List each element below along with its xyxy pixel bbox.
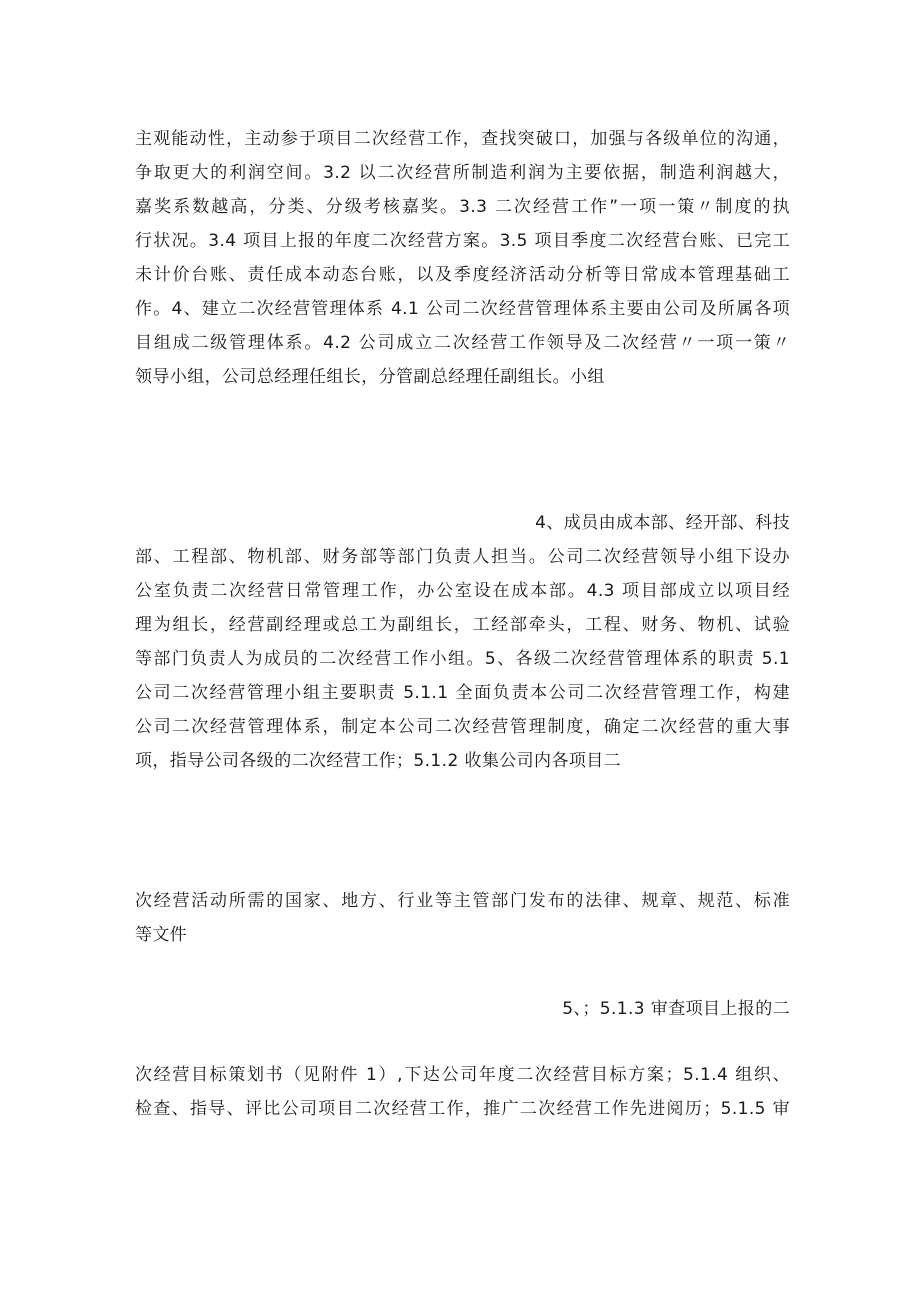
text-line: 公司二次经营管理体系，制定本公司二次经营管理制度，确定二次经营的重大事 bbox=[135, 717, 790, 737]
text-line: 5、；5.1.3 审查项目上报的二 bbox=[562, 999, 790, 1019]
paragraph-2 bbox=[135, 506, 790, 778]
text-line: 行状况。3.4 项目上报的年度二次经营方案。3.5 项目季度二次经营台账、已完工 bbox=[135, 231, 790, 251]
text-line: 部、工程部、物机部、财务部等部门负责人担当。公司二次经营领导小组下设办 bbox=[135, 547, 790, 567]
text-line: 理为组长，经营副经理或总工为副组长，工经部牵头，工程、财务、物机、试验 bbox=[135, 615, 790, 635]
text-line: 领导小组，公司总经理任组长，分管副总经理任副组长。小组 bbox=[135, 367, 605, 387]
text-line: 目组成二级管理体系。4.2 公司成立二次经营工作领导及二次经营〃一项一策〃 bbox=[135, 333, 790, 353]
text-line: 未计价台账、责任成本动态台账，以及季度经济活动分析等日常成本管理基础工 bbox=[135, 265, 790, 285]
text-line: 公司二次经营管理小组主要职责 5.1.1 全面负责本公司二次经营管理工作，构建 bbox=[135, 683, 790, 703]
text-line: 公室负责二次经营日常管理工作，办公室设在成本部。4.3 项目部成立以项目经 bbox=[135, 581, 790, 601]
text-line: 次经营目标策划书（见附件 1）,下达公司年度二次经营目标方案；5.1.4 组织、 bbox=[135, 1065, 790, 1085]
text-line: 作。4、建立二次经营管理体系 4.1 公司二次经营管理体系主要由公司及所属各项 bbox=[135, 299, 790, 319]
text-line: 4、成员由成本部、经开部、科技 bbox=[535, 513, 790, 533]
paragraph-3 bbox=[135, 884, 790, 952]
paragraph-4 bbox=[135, 992, 790, 1026]
text-line: 项，指导公司各级的二次经营工作；5.1.2 收集公司内各项目二 bbox=[135, 751, 622, 771]
paragraph-5 bbox=[135, 1058, 790, 1126]
text-line: 等文件 bbox=[135, 925, 188, 945]
text-line: 次经营活动所需的国家、地方、行业等主管部门发布的法律、规章、规范、标准 bbox=[135, 891, 790, 911]
paragraph-1 bbox=[135, 122, 790, 394]
text-line: 主观能动性，主动参于项目二次经营工作，查找突破口，加强与各级单位的沟通， bbox=[135, 129, 790, 149]
text-line: 等部门负责人为成员的二次经营工作小组。5、各级二次经营管理体系的职责 5.1 bbox=[135, 649, 790, 669]
text-line: 嘉奖系数越高，分类、分级考核嘉奖。3.3 二次经营工作”一项一策〃制度的执 bbox=[135, 197, 790, 217]
text-line: 检查、指导、评比公司项目二次经营工作，推广二次经营工作先进阅历；5.1.5 审 bbox=[135, 1099, 790, 1119]
text-line: 争取更大的利润空间。3.2 以二次经营所制造利润为主要依据，制造利润越大， bbox=[135, 163, 790, 183]
